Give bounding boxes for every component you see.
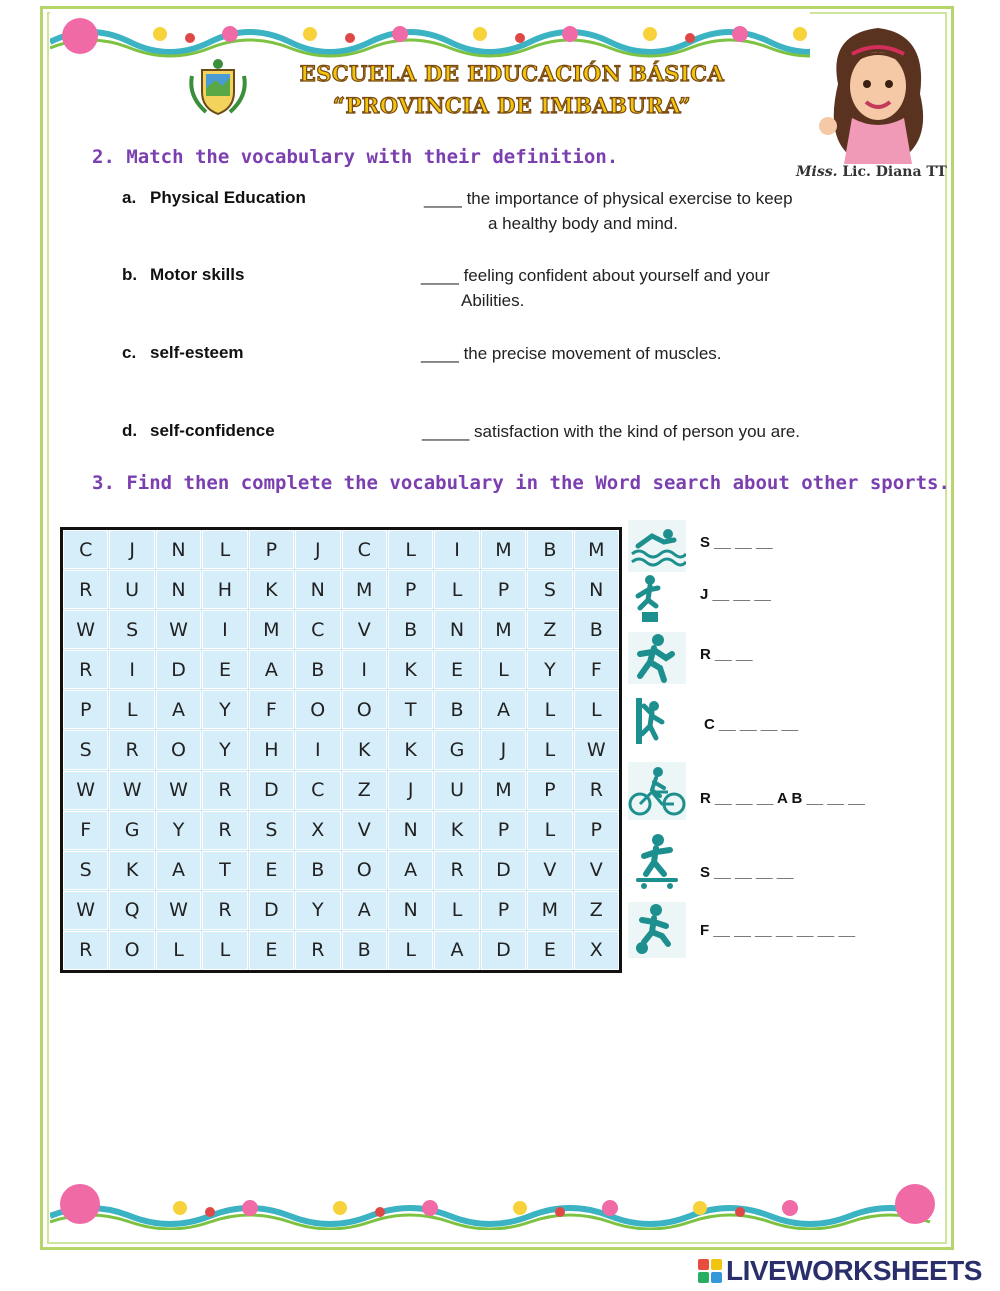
grid-cell[interactable]: R	[63, 931, 108, 970]
grid-cell[interactable]: Q	[109, 891, 154, 930]
definition-text: feeling confident about yourself and your	[463, 266, 770, 285]
grid-cell[interactable]: N	[295, 570, 340, 609]
grid-cell[interactable]: L	[156, 931, 201, 970]
grid-cell[interactable]: E	[434, 650, 479, 689]
section-3-heading: 3. Find then complete the vocabulary in the Word search about other sports.	[92, 472, 950, 494]
grid-cell[interactable]: J	[388, 771, 433, 810]
grid-cell[interactable]: C	[295, 610, 340, 649]
grid-cell[interactable]: P	[249, 530, 294, 569]
grid-cell[interactable]: O	[156, 730, 201, 769]
grid-cell[interactable]: T	[202, 851, 247, 890]
grid-cell[interactable]: A	[388, 851, 433, 890]
grid-cell[interactable]: B	[295, 650, 340, 689]
swimming-icon	[628, 520, 686, 572]
grid-cell[interactable]: S	[63, 730, 108, 769]
grid-cell[interactable]: M	[527, 891, 572, 930]
school-title-line2: “PROVINCIA DE IMBABURA”	[332, 93, 692, 118]
grid-cell[interactable]: M	[342, 570, 387, 609]
grid-cell[interactable]: L	[202, 530, 247, 569]
grid-cell[interactable]: W	[156, 771, 201, 810]
grid-cell[interactable]: W	[156, 610, 201, 649]
grid-cell[interactable]: L	[527, 690, 572, 729]
grid-cell[interactable]: P	[527, 771, 572, 810]
grid-cell[interactable]: C	[295, 771, 340, 810]
grid-cell[interactable]: K	[249, 570, 294, 609]
grid-cell[interactable]: X	[574, 931, 619, 970]
grid-cell[interactable]: Y	[527, 650, 572, 689]
grid-cell[interactable]: H	[202, 570, 247, 609]
grid-cell[interactable]: E	[249, 851, 294, 890]
sport-hint-climbing	[628, 694, 908, 746]
grid-cell[interactable]: N	[388, 811, 433, 850]
grid-cell[interactable]: X	[295, 811, 340, 850]
grid-cell[interactable]: B	[434, 690, 479, 729]
grid-cell[interactable]: L	[574, 690, 619, 729]
grid-cell[interactable]: R	[295, 931, 340, 970]
grid-cell[interactable]: F	[574, 650, 619, 689]
grid-cell[interactable]: R	[109, 730, 154, 769]
grid-cell[interactable]: I	[295, 730, 340, 769]
term-a	[122, 188, 306, 208]
grid-cell[interactable]: N	[434, 610, 479, 649]
grid-cell[interactable]: K	[388, 650, 433, 689]
teacher-avatar	[808, 14, 948, 164]
grid-cell[interactable]: W	[63, 610, 108, 649]
grid-cell[interactable]: W	[156, 891, 201, 930]
sport-hint-swimming	[628, 520, 908, 572]
grid-cell[interactable]: B	[342, 931, 387, 970]
grid-cell[interactable]: D	[249, 891, 294, 930]
cycling-icon	[628, 762, 686, 820]
term-letter: c.	[122, 343, 137, 362]
answer-blank[interactable]: _____	[422, 422, 470, 441]
grid-cell[interactable]: I	[342, 650, 387, 689]
teacher-name	[796, 164, 947, 180]
grid-cell[interactable]: Z	[574, 891, 619, 930]
grid-cell[interactable]: W	[574, 730, 619, 769]
grid-cell[interactable]: R	[63, 570, 108, 609]
grid-cell[interactable]: A	[249, 650, 294, 689]
definition-d	[422, 419, 800, 444]
grid-cell[interactable]: U	[434, 771, 479, 810]
grid-cell[interactable]: T	[388, 690, 433, 729]
grid-cell[interactable]: D	[481, 931, 526, 970]
grid-cell[interactable]: L	[202, 931, 247, 970]
grid-cell[interactable]: W	[63, 771, 108, 810]
grid-cell[interactable]: Z	[527, 610, 572, 649]
word-search-grid[interactable]	[60, 527, 622, 973]
definition-text: the precise movement of muscles.	[463, 344, 722, 363]
term-c	[122, 343, 244, 363]
term-text: self-confidence	[150, 421, 275, 440]
school-title	[262, 58, 762, 122]
grid-cell[interactable]: P	[574, 811, 619, 850]
grid-cell[interactable]: Y	[156, 811, 201, 850]
grid-cell[interactable]: P	[63, 690, 108, 729]
jumping-icon	[628, 572, 686, 624]
grid-cell[interactable]: R	[63, 650, 108, 689]
grid-cell[interactable]: N	[156, 530, 201, 569]
liveworksheets-logo-icon	[698, 1259, 722, 1283]
grid-cell[interactable]: M	[481, 530, 526, 569]
grid-cell[interactable]: V	[342, 811, 387, 850]
sport-hint-text[interactable]: R __ __ __ A B __ __ __	[700, 790, 865, 807]
grid-cell[interactable]: G	[109, 811, 154, 850]
definition-b	[421, 263, 770, 313]
sport-hint-running	[628, 632, 908, 684]
grid-cell[interactable]: E	[249, 931, 294, 970]
grid-cell[interactable]: L	[388, 931, 433, 970]
sport-hint-text[interactable]: C __ __ __ __	[704, 716, 799, 733]
grid-cell[interactable]: Y	[295, 891, 340, 930]
grid-cell[interactable]: P	[388, 570, 433, 609]
grid-cell[interactable]: M	[249, 610, 294, 649]
grid-cell[interactable]: O	[342, 851, 387, 890]
grid-cell[interactable]: A	[434, 931, 479, 970]
term-b	[122, 265, 244, 285]
grid-cell[interactable]: L	[388, 530, 433, 569]
grid-cell[interactable]: U	[109, 570, 154, 609]
grid-cell[interactable]: F	[249, 690, 294, 729]
term-text: self-esteem	[150, 343, 244, 362]
definition-text-cont: Abilities.	[461, 291, 525, 310]
definition-a	[424, 186, 793, 236]
grid-cell[interactable]: M	[481, 610, 526, 649]
term-letter: d.	[122, 421, 138, 440]
grid-cell[interactable]: L	[481, 650, 526, 689]
grid-cell[interactable]: J	[109, 530, 154, 569]
grid-cell[interactable]: G	[434, 730, 479, 769]
grid-cell[interactable]: K	[342, 730, 387, 769]
teacher-name-text: Lic. Diana TT	[842, 164, 947, 180]
grid-cell[interactable]: D	[156, 650, 201, 689]
grid-cell[interactable]: A	[481, 690, 526, 729]
answer-blank[interactable]: ____	[424, 189, 462, 208]
climbing-icon	[628, 694, 686, 746]
grid-cell[interactable]: P	[481, 811, 526, 850]
grid-cell[interactable]: P	[481, 891, 526, 930]
grid-cell[interactable]: R	[202, 891, 247, 930]
grid-cell[interactable]: B	[527, 530, 572, 569]
sport-hint-cycling	[628, 762, 908, 814]
skateboarding-icon	[628, 832, 686, 892]
grid-cell[interactable]: F	[63, 811, 108, 850]
grid-cell[interactable]: M	[574, 530, 619, 569]
sport-hint-text[interactable]: J __ __ __	[700, 586, 771, 603]
sport-hint-text[interactable]: R __ __	[700, 646, 753, 663]
grid-cell[interactable]: L	[434, 570, 479, 609]
grid-cell[interactable]: R	[574, 771, 619, 810]
top-flower-banner	[50, 12, 810, 64]
term-letter: b.	[122, 265, 138, 284]
grid-cell[interactable]: O	[295, 690, 340, 729]
term-text: Motor skills	[150, 265, 245, 284]
grid-cell[interactable]: M	[481, 771, 526, 810]
grid-cell[interactable]: A	[156, 690, 201, 729]
term-letter: a.	[122, 188, 137, 207]
grid-cell[interactable]: N	[388, 891, 433, 930]
grid-cell[interactable]: E	[527, 931, 572, 970]
grid-cell[interactable]: K	[388, 730, 433, 769]
grid-cell[interactable]: B	[295, 851, 340, 890]
grid-cell[interactable]: R	[434, 851, 479, 890]
grid-cell[interactable]: B	[574, 610, 619, 649]
grid-cell[interactable]: D	[249, 771, 294, 810]
grid-cell[interactable]: L	[527, 730, 572, 769]
grid-cell[interactable]: S	[249, 811, 294, 850]
grid-cell[interactable]: V	[342, 610, 387, 649]
term-d	[122, 421, 275, 441]
grid-cell[interactable]: Y	[202, 730, 247, 769]
grid-cell[interactable]: K	[109, 851, 154, 890]
sport-hint-skateboarding	[628, 832, 908, 884]
running-icon	[628, 632, 686, 684]
bottom-flower-banner	[50, 1178, 945, 1230]
grid-cell[interactable]: L	[109, 690, 154, 729]
grid-cell[interactable]: J	[295, 530, 340, 569]
definition-text-cont: a healthy body and mind.	[488, 214, 678, 233]
answer-blank[interactable]: ____	[421, 344, 459, 363]
grid-cell[interactable]: P	[481, 570, 526, 609]
grid-cell[interactable]: R	[202, 771, 247, 810]
grid-cell[interactable]: Z	[342, 771, 387, 810]
grid-cell[interactable]: O	[109, 931, 154, 970]
school-crest-icon	[186, 56, 250, 120]
grid-cell[interactable]: B	[388, 610, 433, 649]
liveworksheets-logo[interactable]	[698, 1256, 982, 1286]
grid-cell[interactable]: V	[527, 851, 572, 890]
grid-cell[interactable]: J	[481, 730, 526, 769]
definition-text: satisfaction with the kind of person you are.	[474, 422, 801, 441]
school-title-line1: ESCUELA DE EDUCACIÓN BÁSICA	[299, 61, 725, 86]
sport-hint-jumping	[628, 572, 908, 624]
grid-cell[interactable]: K	[434, 811, 479, 850]
grid-cell[interactable]: H	[249, 730, 294, 769]
grid-cell[interactable]: A	[156, 851, 201, 890]
grid-cell[interactable]: L	[527, 811, 572, 850]
grid-cell[interactable]: W	[109, 771, 154, 810]
grid-cell[interactable]: S	[109, 610, 154, 649]
grid-cell[interactable]: W	[63, 891, 108, 930]
football-icon	[628, 902, 686, 958]
grid-cell[interactable]: I	[109, 650, 154, 689]
sport-hint-text[interactable]: S __ __ __ __	[700, 864, 794, 881]
grid-cell[interactable]: N	[574, 570, 619, 609]
grid-cell[interactable]: E	[202, 650, 247, 689]
sport-hint-text[interactable]: F __ __ __ __ __ __ __	[700, 922, 856, 939]
definition-c	[421, 341, 722, 366]
grid-cell[interactable]: C	[63, 530, 108, 569]
grid-cell[interactable]: N	[156, 570, 201, 609]
definition-text: the importance of physical exercise to keep	[466, 189, 793, 208]
term-text: Physical Education	[150, 188, 306, 207]
sport-hint-football	[628, 902, 908, 954]
grid-cell[interactable]: S	[63, 851, 108, 890]
grid-cell[interactable]: A	[342, 891, 387, 930]
grid-cell[interactable]: I	[202, 610, 247, 649]
grid-cell[interactable]: S	[527, 570, 572, 609]
liveworksheets-brand: LIVEWORKSHEETS	[726, 1255, 982, 1286]
grid-cell[interactable]: C	[342, 530, 387, 569]
grid-cell[interactable]: L	[434, 891, 479, 930]
teacher-title: Miss.	[796, 164, 838, 180]
grid-cell[interactable]: R	[202, 811, 247, 850]
answer-blank[interactable]: ____	[421, 266, 459, 285]
sport-hint-text[interactable]: S __ __ __	[700, 534, 773, 551]
grid-cell[interactable]: I	[434, 530, 479, 569]
grid-cell[interactable]: D	[481, 851, 526, 890]
grid-cell[interactable]: V	[574, 851, 619, 890]
section-2-heading: 2. Match the vocabulary with their definition.	[92, 146, 619, 168]
grid-cell[interactable]: O	[342, 690, 387, 729]
grid-cell[interactable]: Y	[202, 690, 247, 729]
